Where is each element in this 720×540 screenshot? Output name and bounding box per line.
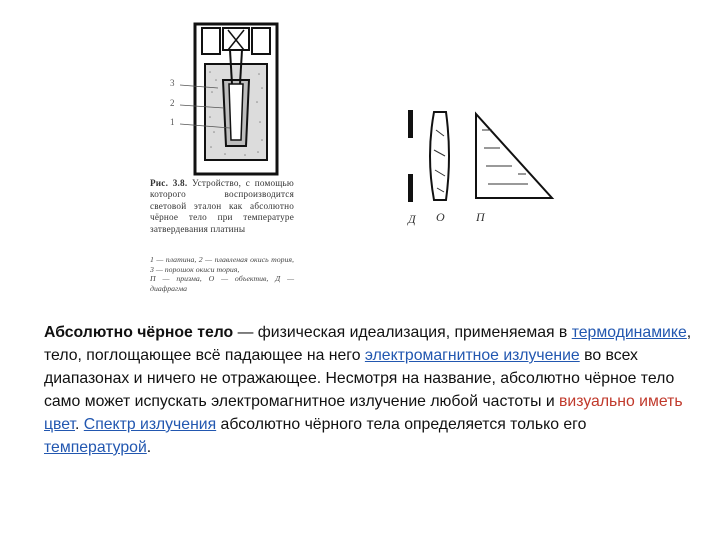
term-heading: Абсолютно чёрное тело xyxy=(44,324,234,341)
caption-text: Устройство, с помощью которого воспроизводится световой эталон как абсолютно чёрное тело при температуре затвердевания платины xyxy=(150,178,294,234)
text-segment: , тело, поглощающее всё падающее на него xyxy=(44,324,692,364)
text-segment: . xyxy=(146,439,152,456)
definition-paragraph xyxy=(44,321,694,459)
figure-label-3: 3 xyxy=(170,78,175,88)
link-color[interactable]: цвет xyxy=(44,416,76,433)
figure-caption xyxy=(150,178,294,235)
legend-line: П — призма, О — объектив, Д — диафрагма xyxy=(150,274,294,293)
text-segment: . xyxy=(75,416,84,433)
optics-drawing xyxy=(400,102,560,212)
figure-label-2: 2 xyxy=(170,98,175,108)
optics-label-diaphragm: Д xyxy=(408,212,416,226)
text-segment: — физическая идеализация, применяемая в xyxy=(233,324,572,341)
figure-label-1: 1 xyxy=(170,117,175,127)
caption-prefix: Рис. 3.8. xyxy=(150,178,188,188)
red-highlight: визуально иметь xyxy=(559,393,683,410)
link-em-radiation[interactable]: электромагнитное излучение xyxy=(364,347,580,364)
optics-label-lens: О xyxy=(436,210,445,224)
link-spectrum[interactable]: Спектр излучения xyxy=(83,416,217,433)
link-thermodynamics[interactable]: термодинамике xyxy=(571,324,687,341)
text-segment: абсолютно чёрного тела определяется только его xyxy=(216,416,587,433)
legend-line: 1 — платина, 2 — плавленая окись тория, 3 — порошок окиси тория, xyxy=(150,255,294,274)
text-segment: во всех диапазонах и ничего не отражающее. Несмотря на название, абсолютно чёрное тело само может испускать электромагнитное излучение любой частоты и xyxy=(44,347,675,410)
optics-label-prism: П xyxy=(476,210,485,224)
link-temperature[interactable]: температурой xyxy=(44,439,147,456)
figure-legend xyxy=(150,255,294,293)
